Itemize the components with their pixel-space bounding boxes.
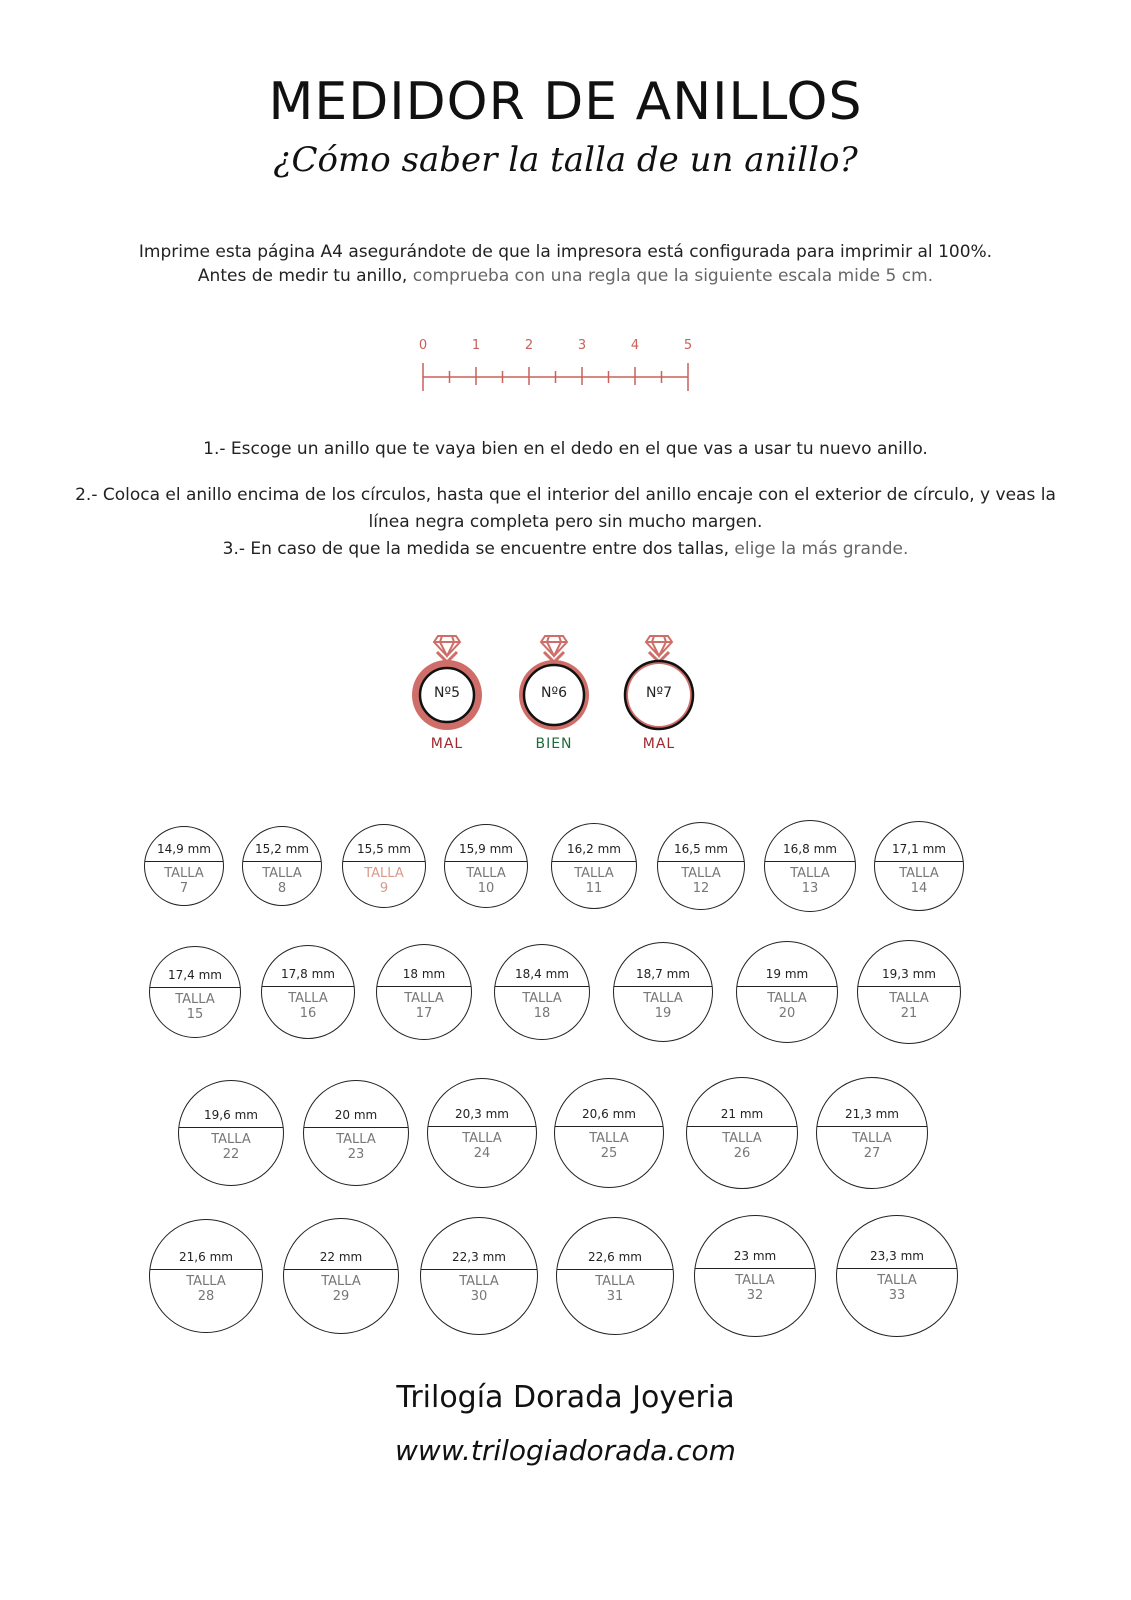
size-divider [837,1268,957,1269]
size-diameter: 15,5 mm [357,842,411,857]
brand-name: Trilogía Dorada Joyeria [396,1380,735,1415]
size-divider [658,861,744,862]
talla-word: TALLA [852,1131,892,1147]
example-size-number: Nº7 [646,685,672,701]
size-divider [377,986,471,987]
size-diameter: 23,3 mm [870,1249,924,1264]
ring-size-circle [303,1080,409,1186]
size-diameter: 15,2 mm [255,842,309,857]
ring-size-circle [242,826,322,906]
talla-number: 8 [277,881,287,897]
size-diameter: 18 mm [402,967,446,982]
size-divider [695,1268,815,1269]
size-label [421,1274,537,1304]
size-diameter: 17,8 mm [281,967,335,982]
size-divider [150,1269,262,1270]
print-instruction-line-1: Imprime esta página A4 asegurándote de que la impresora está configurada para imprimir al 100%. [138,242,993,262]
ring-size-circle [657,822,745,910]
talla-word: TALLA [790,865,830,881]
size-label [243,866,321,896]
size-diameter: 22,6 mm [588,1249,642,1264]
size-diameter: 19,3 mm [882,966,936,981]
talla-number: 18 [533,1006,551,1022]
size-divider [495,986,589,987]
talla-number: 15 [186,1006,204,1022]
size-diameter: 23 mm [733,1249,777,1264]
size-divider [765,861,855,862]
page-title: MEDIDOR DE ANILLOS [268,72,863,132]
page-subtitle: ¿Cómo saber la talla de un anillo? [273,140,858,180]
ring-size-circle [178,1080,284,1186]
talla-number: 10 [477,881,495,897]
talla-word: TALLA [643,991,683,1006]
ring-size-circle [816,1077,928,1189]
talla-number: 19 [654,1006,672,1021]
talla-number: 16 [299,1006,317,1022]
ring-size-circle [551,823,637,909]
print-instruction-line-2: Antes de medir tu anillo, comprueba con una regla que la siguiente escala mide 5 cm. [197,266,934,286]
talla-number: 26 [733,1146,751,1162]
talla-word: TALLA [288,991,328,1007]
size-label [343,866,425,896]
ring-size-circle [376,944,472,1040]
talla-number: 27 [863,1146,881,1162]
talla-number: 7 [179,881,189,897]
talla-word: TALLA [681,865,721,881]
talla-word: TALLA [262,866,302,882]
example-size-number: Nº5 [434,685,460,701]
talla-word: TALLA [164,866,204,882]
size-diameter: 18,4 mm [515,967,569,982]
ring-size-circle [149,1219,263,1333]
ruler-label-2: 2 [524,338,534,353]
size-diameter: 19 mm [765,966,809,981]
talla-word: TALLA [175,991,215,1007]
size-label [614,991,712,1021]
talla-word: TALLA [722,1131,762,1147]
talla-word: TALLA [735,1273,775,1289]
size-divider [555,1126,663,1127]
talla-word: TALLA [336,1131,376,1147]
talla-number: 33 [888,1288,906,1304]
talla-number: 21 [900,1005,918,1021]
ruler-label-0: 0 [418,338,428,353]
size-label [817,1131,927,1161]
size-diameter: 22,3 mm [452,1249,506,1264]
size-label [262,991,354,1021]
talla-word: TALLA [211,1131,251,1147]
size-label [428,1131,536,1161]
size-label [695,1273,815,1303]
size-divider [817,1126,927,1127]
size-diameter: 14,9 mm [157,842,211,857]
size-divider [737,986,837,987]
talla-word: TALLA [462,1131,502,1147]
size-diameter: 21 mm [720,1107,764,1122]
talla-word: TALLA [889,990,929,1006]
size-label [737,991,837,1021]
size-divider [284,1269,398,1270]
talla-word: TALLA [321,1273,361,1289]
size-label [150,1274,262,1304]
talla-number: 23 [347,1146,365,1162]
talla-word: TALLA [364,866,404,882]
size-diameter: 16,5 mm [674,841,728,856]
fit-examples [400,630,720,770]
talla-word: TALLA [877,1273,917,1289]
talla-word: TALLA [459,1273,499,1289]
size-label [445,866,527,896]
size-diameter: 15,9 mm [459,842,513,857]
size-diameter: 20,6 mm [582,1107,636,1122]
talla-number: 24 [473,1146,491,1162]
size-divider [428,1126,536,1127]
talla-number: 31 [606,1288,624,1304]
size-diameter: 20 mm [334,1107,378,1122]
size-divider [343,861,425,862]
step-3: 3.- En caso de que la medida se encuentre entre dos tallas, elige la más grande. [222,539,909,559]
talla-number: 28 [197,1289,215,1305]
ring-size-circle [836,1215,958,1337]
size-diameter: 18,7 mm [636,967,690,981]
scale-ruler [418,336,708,398]
size-diameter: 22 mm [319,1249,363,1264]
size-divider [445,861,527,862]
step-2: 2.- Coloca el anillo encima de los círculos, hasta que el interior del anillo encaje con el exterior de círculo, y veas la línea negra completa pero sin mucho margen. [75,485,1056,532]
ring-size-circle [613,942,713,1042]
talla-number: 13 [801,880,819,896]
size-label [858,991,960,1021]
size-label [377,991,471,1021]
size-label [555,1131,663,1161]
ring-size-circle [283,1218,399,1334]
size-divider [179,1127,283,1128]
ring-size-circle [764,820,856,912]
ring-size-circle [874,821,964,911]
size-label [557,1274,673,1304]
talla-word: TALLA [522,991,562,1007]
size-label [495,991,589,1021]
example-verdict: BIEN [535,736,573,752]
size-diameter: 20,3 mm [455,1107,509,1122]
talla-number: 17 [415,1006,433,1022]
size-divider [557,1269,673,1270]
size-divider [552,861,636,862]
ruler-label-4: 4 [630,338,640,353]
size-label [150,992,240,1022]
ring-size-circle [857,940,961,1044]
ruler-label-5: 5 [683,338,693,353]
talla-word: TALLA [595,1273,635,1289]
size-label [145,866,223,896]
talla-word: TALLA [899,865,939,881]
ring-size-circle [261,945,355,1039]
talla-number: 32 [746,1288,764,1304]
example-verdict: MAL [642,736,676,752]
talla-word: TALLA [767,990,807,1006]
example-size-number: Nº6 [541,685,567,701]
size-label [304,1132,408,1162]
size-diameter: 21,3 mm [845,1107,899,1122]
ring-size-circle [144,826,224,906]
size-diameter: 19,6 mm [204,1107,258,1122]
ring-size-circle [494,944,590,1040]
talla-number: 29 [332,1288,350,1304]
ring-size-circle [694,1215,816,1337]
ring-size-circle [554,1078,664,1188]
size-diameter: 21,6 mm [179,1250,233,1265]
size-diameter: 16,2 mm [567,841,621,856]
size-divider [875,861,963,862]
talla-word: TALLA [589,1131,629,1147]
size-divider [243,861,321,862]
talla-number: 20 [778,1005,796,1021]
size-divider [687,1126,797,1127]
size-divider [421,1269,537,1270]
size-label [552,866,636,896]
talla-number: 22 [222,1146,240,1162]
ruler-label-3: 3 [577,338,587,353]
ring-size-circle [736,941,838,1043]
talla-number: 25 [600,1146,618,1162]
size-diameter: 17,4 mm [168,967,222,982]
talla-word: TALLA [574,865,614,881]
ring-size-circle [686,1077,798,1189]
size-label [687,1131,797,1161]
website-url: www.trilogiadorada.com [395,1434,736,1467]
size-divider [262,986,354,987]
size-divider [304,1127,408,1128]
size-label [284,1274,398,1304]
talla-word: TALLA [186,1274,226,1290]
talla-word: TALLA [466,866,506,882]
print-instructions [0,240,1131,288]
size-divider [858,986,960,987]
ring-size-circle [556,1217,674,1335]
talla-number: 12 [692,880,710,896]
example-verdict: MAL [430,736,464,752]
ruler-label-1: 1 [471,338,481,353]
talla-number: 9 [379,881,389,897]
size-diameter: 16,8 mm [783,841,837,856]
talla-number: 11 [585,880,603,896]
ring-size-circle [420,1217,538,1335]
talla-number: 14 [910,880,928,896]
size-label [875,866,963,896]
ring-size-circle [342,824,426,908]
size-label [765,866,855,896]
size-divider [150,987,240,988]
ring-size-circle [444,824,528,908]
size-label [837,1273,957,1303]
size-diameter: 17,1 mm [892,841,946,856]
size-label [179,1132,283,1162]
ring-size-circle [149,946,241,1038]
ring-size-circle [427,1078,537,1188]
talla-word: TALLA [404,991,444,1007]
talla-number: 30 [470,1288,488,1304]
size-divider [145,861,223,862]
size-divider [614,986,712,987]
size-label [658,866,744,896]
step-1: 1.- Escoge un anillo que te vaya bien en el dedo en el que vas a usar tu nuevo anillo. [203,439,928,459]
